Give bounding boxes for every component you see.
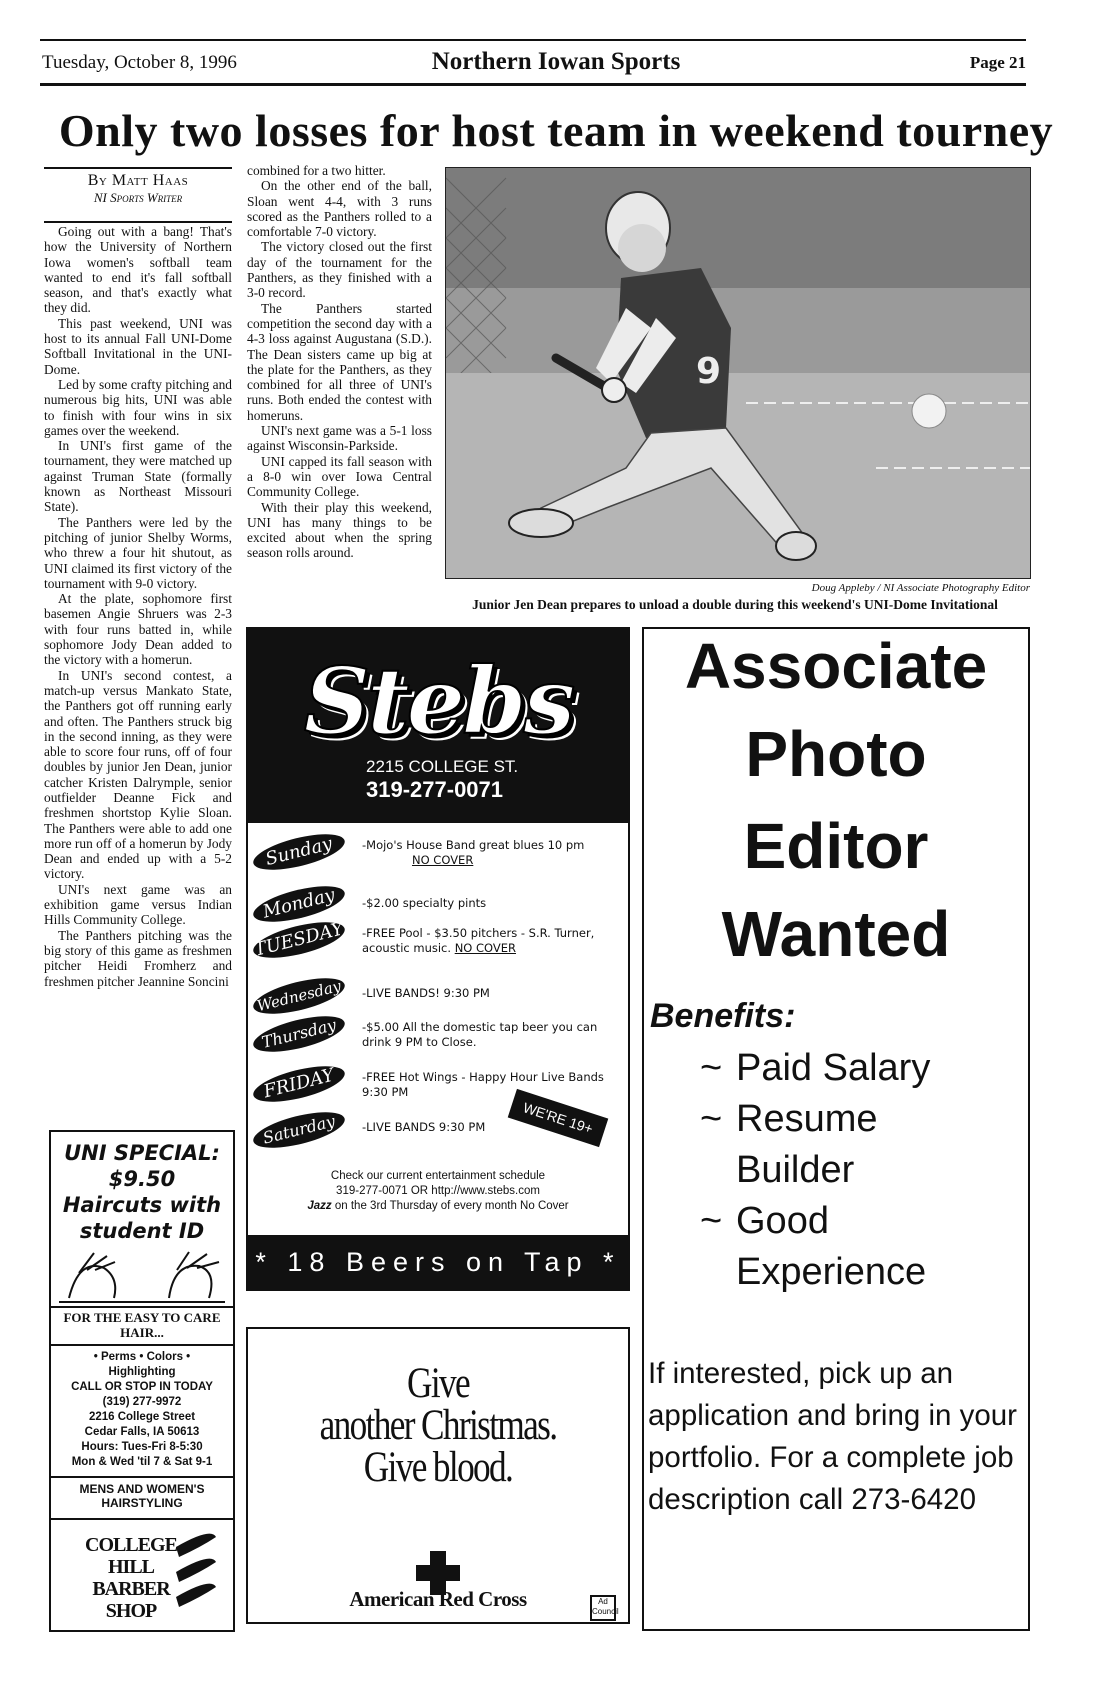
editor-head-line: Photo [745,718,927,790]
issue-date: Tuesday, October 8, 1996 [42,52,237,73]
paragraph: This past weekend, UNI was host to its annual Fall UNI-Dome Softball Invitational in the UNI-Dome. [44,315,232,377]
paragraph: UNI capped its fall season with a 8-0 win over Iowa Central Community College. [247,453,432,500]
benefit-text: Resume Builder [736,1098,878,1191]
blood-line: Give blood. [363,1444,513,1491]
benefit-item [700,1043,1020,1094]
tilde-icon: ~ [700,1098,723,1140]
day-badge: Monday [250,879,348,929]
barber-tagline: FOR THE EASY TO CARE HAIR... [63,1310,221,1340]
hair-drawing-icon [59,1248,225,1304]
barber-pole-icon [171,1527,221,1627]
article-column-1 [44,224,232,989]
editor-info: If interested, pick up an application and bring in your portfolio. For a complete job description call 273-6420 [648,1357,1017,1516]
divider [51,1518,233,1520]
barber-special-label: UNI SPECIAL: [64,1141,220,1165]
schedule-desc [362,926,612,956]
editor-head-line: Wanted [721,898,951,970]
paragraph: On the other end of the ball, Sloan went 4-4, with 3 runs scored as the Panthers rolled to a comfortable 7-0 victory. [247,178,432,240]
schedule-desc [362,838,612,868]
paragraph: At the plate, sophomore first basemen Angie Shruers was 2-3 with four runs batted in, while sophomore Jody Dean added to the victory with a homerun. [44,591,232,668]
tilde-icon: ~ [700,1200,723,1242]
red-cross-icon-bar [416,1565,460,1581]
red-cross-ad [246,1327,630,1624]
benefit-item [700,1196,1020,1298]
photo-editor-ad [642,627,1030,1631]
stebs-info-line: Check our current entertainment schedule [330,1170,546,1182]
benefit-item [700,1094,1020,1196]
day-badge: TUESDAY [250,915,348,965]
stebs-jazz-text: on the 3rd Thursday of every month No Cover [334,1200,569,1212]
schedule-desc: -FREE Hot Wings - Happy Hour Live Bands 9:30 PM [362,1070,604,1099]
byline-rule-bottom [44,221,232,223]
day-badge: Thursday [250,1009,348,1059]
schedule-row [252,918,622,980]
masthead-rule-bottom [40,83,1026,86]
author-role: NI Sports Writer [93,190,183,205]
barber-offer [51,1140,233,1244]
byline [44,172,232,206]
softball-photo [445,167,1031,579]
stebs-info [248,1169,628,1214]
schedule-desc: -$2.00 specialty pints [362,896,487,910]
divider [51,1306,233,1308]
barber-phone: (319) 277-9972 [102,1396,182,1408]
divider [51,1476,233,1478]
paragraph: The Panthers started competition the second day with a 4-3 loss against Augustana (S.D.). The Dean sisters came up big at the plate for the Panthers, as they combined for all three of UNI's runs. Both ended the contest with homeruns. [247,300,432,423]
schedule-desc: -LIVE BANDS 9:30 PM [362,1120,486,1134]
barber-services-2: Highlighting [108,1366,176,1378]
tilde-icon: ~ [700,1047,723,1089]
stebs-info-line [248,1199,628,1214]
barber-styling: MENS AND WOMEN'S HAIRSTYLING [79,1482,205,1510]
paragraph: UNI's next game was a 5-1 loss against Wisconsin-Parkside. [247,423,432,454]
byline-rule-top [44,167,232,169]
article-headline: Only two losses for host team in weekend tourney [58,105,1054,156]
page-number: Page 21 [969,53,1026,72]
schedule-desc: -$5.00 All the domestic tap beer you can drink 9 PM to Close. [362,1020,598,1049]
paragraph: In UNI's second contest, a match-up versus Mankato State, the Panthers got off running early and often. The Panthers struck big in the second inning, as they were able to score four runs, off of four doubles by junior Jen Dean, junior catcher Kristen Dalrymple, senior outfielder Deanne Fick and freshmen shortstop Kylie Sloan. The Panthers were able to add one more run off of a homerun by Jody Dean and ended up with a 5-2 victory. [44,667,232,882]
article-column-2 [247,163,432,561]
barber-details [51,1350,233,1470]
svg-text:9: 9 [696,351,722,392]
paragraph: combined for a two hitter. [247,163,386,178]
day-badge: Wednesday [250,971,348,1021]
barber-shop-ad [49,1130,235,1632]
barber-street: 2216 College Street [88,1411,196,1423]
benefits-list [700,1043,1020,1298]
barber-call: CALL OR STOP IN TODAY [71,1381,213,1393]
schedule-row [252,833,622,888]
paragraph: Going out with a bang! That's how the University of Northern Iowa women's softball team wanted to end it's fall softball season, and that's exactly what they did. [44,224,232,316]
barber-city: Cedar Falls, IA 50613 [84,1426,200,1438]
stebs-logo: Stebs [303,647,573,755]
paragraph: The Panthers were led by the pitching of junior Shelby Worms, who threw a four hit shutout, as UNI claimed its first victory of the tournament with 9-0 victory. [44,514,232,591]
schedule-row [252,1015,622,1068]
stebs-banner: * 18 Beers on Tap * [248,1235,628,1289]
barber-services: • Perms • Colors • [93,1351,191,1363]
paragraph: In UNI's first game of the tournament, they were matched up against Truman State (formally known as Northeast Missouri State). [44,438,232,515]
barber-offer-line1: Haircuts with [62,1193,222,1217]
red-cross-name: American Red Cross [349,1587,527,1611]
blood-line: Give [407,1360,469,1407]
schedule-note: NO COVER [454,941,517,955]
barber-offer-line2: student ID [79,1219,205,1243]
barber-hours-2: Mon & Wed 'til 7 & Sat 9-1 [71,1456,213,1468]
stebs-info-line[interactable]: 319-277-0071 OR http://www.stebs.com [336,1185,540,1197]
masthead-rule-top [40,39,1026,41]
barber-logo-line: SHOP [105,1600,157,1622]
divider [51,1344,233,1346]
blood-message [282,1360,594,1491]
schedule-note: NO COVER [412,853,474,867]
stebs-address: 2215 COLLEGE ST. [366,757,519,776]
schedule-row [252,976,622,1018]
schedule-desc: -LIVE BANDS! 9:30 PM [362,986,490,1000]
paragraph: The victory closed out the first day of the tournament for the Panthers, as they finished with a 3-0 record. [247,239,432,301]
stebs-header [248,629,628,823]
day-badge: Saturday [250,1105,348,1155]
barber-logo-line: COLLEGE [85,1534,177,1556]
batter-illustration [446,168,1030,578]
publication-title: Northern Iowan Sports [431,48,681,75]
barber-hours-1: Hours: Tues-Fri 8-5:30 [81,1441,203,1453]
benefits-label: Benefits: [650,997,796,1035]
schedule-row [252,884,622,924]
day-badge: Sunday [250,827,348,877]
benefit-text: Paid Salary [736,1047,931,1089]
stebs-phone: 319-277-0071 [366,777,504,802]
stebs-ad [246,627,630,1291]
schedule-desc-text: -FREE Pool - $3.50 pitchers - S.R. Turner, acoustic music. [362,926,595,955]
paragraph: With their play this weekend, UNI has many things to be excited about when the spring season rolls around. [247,499,432,561]
editor-head-line: Editor [743,810,929,882]
schedule-desc-text: -Mojo's House Band great blues 10 pm [362,838,585,852]
barber-price: $9.50 [108,1167,176,1191]
barber-logo-line: HILL [107,1556,155,1578]
paragraph: Led by some crafty pitching and numerous big hits, UNI was able to finish with four wins in six games over the weekend. [44,376,232,438]
paragraph: The Panthers pitching was the big story of this game as freshmen pitcher Heidi Fromherz and freshmen pitcher Jeannine Soncini [44,927,232,989]
barber-logo-line: BARBER [92,1578,170,1600]
day-badge: FRIDAY [250,1059,348,1109]
age-badge: WE'RE 19+ [508,1089,609,1147]
benefit-text: Good Experience [736,1200,927,1293]
editor-head-line: Associate [684,630,988,702]
photo-caption: Junior Jen Dean prepares to unload a double during this weekend's UNI-Dome Invitational [472,597,998,612]
stebs-jazz: Jazz [307,1200,332,1212]
photo-credit: Doug Appleby / NI Associate Photography Editor [811,582,1030,594]
paragraph: UNI's next game was an exhibition game versus Indian Hills Community College. [44,881,232,928]
author-name: By Matt Haas [87,172,189,189]
barber-logo [81,1534,181,1622]
ad-council-logo: Ad Council [590,1595,616,1621]
blood-line: another Christmas. [319,1402,557,1449]
